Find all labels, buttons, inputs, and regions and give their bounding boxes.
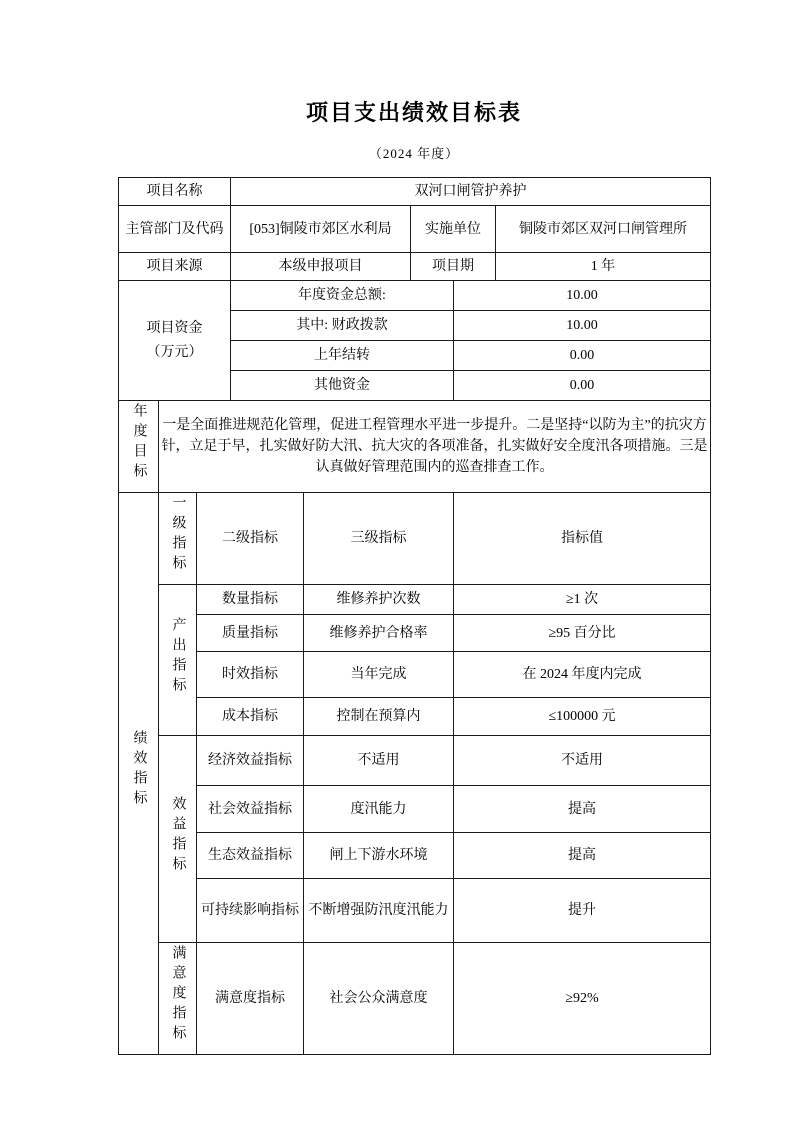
funds-row-name: 其他资金	[231, 371, 454, 401]
project-name-label: 项目名称	[119, 178, 231, 206]
indicator-l2: 成本指标	[197, 698, 304, 736]
funds-row-value: 10.00	[454, 311, 711, 341]
indicator-l2: 满意度指标	[197, 943, 304, 1055]
indicator-value: 不适用	[454, 736, 711, 786]
indicator-l2: 数量指标	[197, 585, 304, 615]
indicator-l3: 不断增强防汛度汛能力	[304, 879, 454, 943]
group-satisfaction-label: 满意度指标	[170, 945, 186, 1045]
indicator-value: 提高	[454, 786, 711, 833]
performance-label-cell	[119, 493, 159, 1055]
indicator-value: ≥1 次	[454, 585, 711, 615]
funds-row-value: 10.00	[454, 281, 711, 311]
project-name-value: 双河口闸管护养护	[231, 178, 711, 206]
performance-label: 绩效指标	[131, 730, 147, 810]
header-level2: 二级指标	[197, 493, 304, 585]
table-row	[119, 615, 711, 652]
indicator-l2: 生态效益指标	[197, 833, 304, 879]
funds-row-name: 年度资金总额:	[231, 281, 454, 311]
indicator-l2: 可持续影响指标	[197, 879, 304, 943]
table-row	[119, 943, 711, 1055]
funds-label-line1: 项目资金	[146, 320, 203, 336]
dept-label: 主管部门及代码	[119, 206, 231, 253]
table-row	[119, 401, 711, 493]
annual-goal-label-cell	[119, 401, 159, 493]
indicator-l3: 当年完成	[304, 652, 454, 698]
group-output-label: 产出指标	[170, 616, 186, 697]
funds-row-name: 上年结转	[231, 341, 454, 371]
funds-label-line2: （万元）	[146, 344, 203, 360]
group-satisfaction-label-cell	[159, 943, 197, 1055]
indicator-l3: 度汛能力	[304, 786, 454, 833]
performance-target-table	[118, 177, 711, 1055]
table-row	[119, 786, 711, 833]
annual-goal-label: 年度目标	[131, 403, 147, 483]
indicator-l3: 社会公众满意度	[304, 943, 454, 1055]
indicator-l3: 不适用	[304, 736, 454, 786]
table-row	[119, 879, 711, 943]
dept-value: [053]铜陵市郊区水利局	[231, 206, 411, 253]
impl-unit-label: 实施单位	[411, 206, 496, 253]
indicator-value: ≥95 百分比	[454, 615, 711, 652]
table-row	[119, 281, 711, 311]
indicator-value: ≥92%	[454, 943, 711, 1055]
indicator-value: ≤100000 元	[454, 698, 711, 736]
funds-row-value: 0.00	[454, 341, 711, 371]
table-row	[119, 253, 711, 281]
header-level1: 一级指标	[170, 495, 186, 575]
header-value: 指标值	[454, 493, 711, 585]
table-row	[119, 178, 711, 206]
annual-goal-text: 一是全面推进规范化管理，促进工程管理水平进一步提升。二是坚持“以防为主”的抗灾方针，立足于早，扎实做好防大汛、抗大灾的各项准备，扎实做好安全度汛各项措施。三是认真做好管理范围内的巡查排查工作。	[159, 401, 711, 493]
indicator-l2: 时效指标	[197, 652, 304, 698]
page-title: 项目支出绩效目标表	[305, 100, 522, 125]
indicator-l2: 质量指标	[197, 615, 304, 652]
table-row	[119, 585, 711, 615]
impl-unit-value: 铜陵市郊区双河口闸管理所	[496, 206, 711, 253]
table-row	[119, 698, 711, 736]
table-row	[119, 493, 711, 585]
source-label: 项目来源	[119, 253, 231, 281]
document-body	[118, 96, 710, 1055]
indicator-l3: 控制在预算内	[304, 698, 454, 736]
indicator-l3: 维修养护次数	[304, 585, 454, 615]
table-row	[119, 833, 711, 879]
group-output-label-cell	[159, 585, 197, 736]
table-row	[119, 736, 711, 786]
header-level3: 三级指标	[304, 493, 454, 585]
indicator-l3: 闸上下游水环境	[304, 833, 454, 879]
header-level1-cell	[159, 493, 197, 585]
indicator-l2: 社会效益指标	[197, 786, 304, 833]
indicator-l2: 经济效益指标	[197, 736, 304, 786]
table-row	[119, 652, 711, 698]
period-label: 项目期	[411, 253, 496, 281]
group-benefit-label-cell	[159, 736, 197, 943]
indicator-l3: 维修养护合格率	[304, 615, 454, 652]
funds-label	[119, 281, 231, 401]
indicator-value: 提升	[454, 879, 711, 943]
source-value: 本级申报项目	[231, 253, 411, 281]
funds-row-name: 其中: 财政拨款	[231, 311, 454, 341]
table-row	[119, 206, 711, 253]
indicator-value: 在 2024 年度内完成	[454, 652, 711, 698]
funds-row-value: 0.00	[454, 371, 711, 401]
group-benefit-label: 效益指标	[170, 795, 186, 876]
page-subtitle: （2024 年度）	[368, 146, 460, 161]
indicator-value: 提高	[454, 833, 711, 879]
period-value: 1 年	[496, 253, 711, 281]
